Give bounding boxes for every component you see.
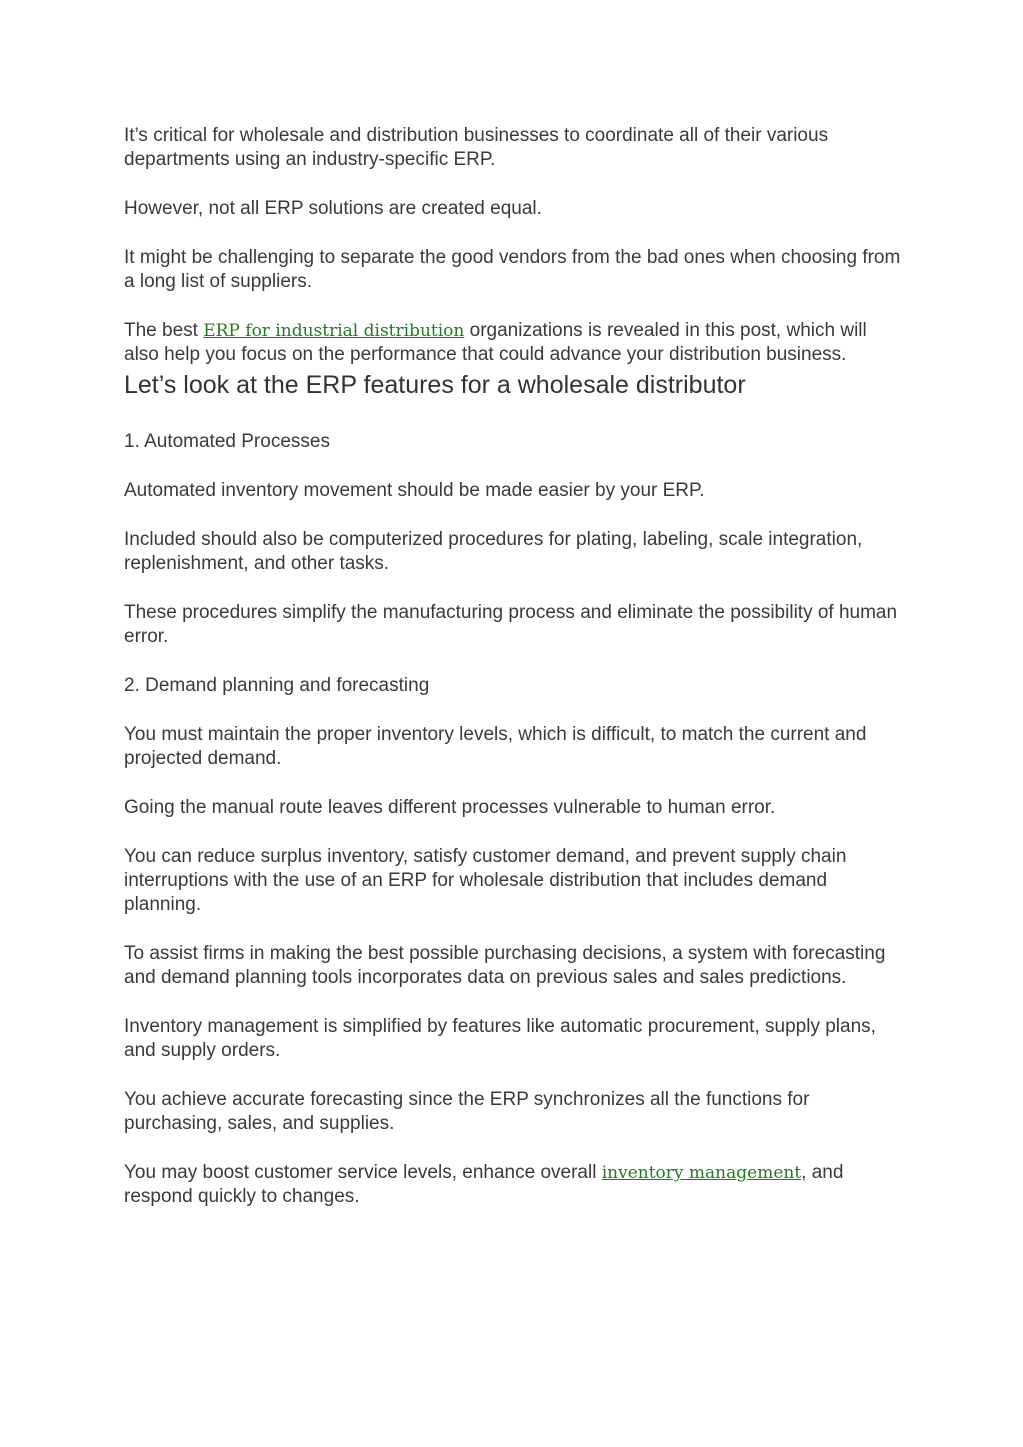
best-erp-paragraph (124, 319, 904, 367)
section-2-paragraph-3: You can reduce surplus inventory, satisfy customer demand, and prevent supply chain interruptions with the use of an ERP for wholesale distribution that includes demand planning. (124, 846, 847, 915)
intro-paragraph: It’s critical for wholesale and distribution businesses to coordinate all of their various departments using an industry-specific ERP. (124, 125, 829, 170)
section-2-paragraph-4: To assist firms in making the best possible purchasing decisions, a system with forecasting and demand planning tools incorporates data on previous sales and sales predictions. (124, 943, 886, 988)
section-1-title: 1. Automated Processes (124, 431, 330, 452)
features-heading: Let’s look at the ERP features for a wholesale distributor (124, 371, 746, 399)
section-2-paragraph-6: You achieve accurate forecasting since the ERP synchronizes all the functions for purchasing, sales, and supplies. (124, 1089, 810, 1134)
section-2-paragraph-1: You must maintain the proper inventory levels, which is difficult, to match the current and projected demand. (124, 724, 867, 769)
customer-service-text-after: , and respond quickly to changes. (124, 1162, 844, 1207)
customer-service-text-before: You may boost customer service levels, enhance overall (124, 1162, 602, 1183)
section-1-paragraph-2: Included should also be computerized procedures for plating, labeling, scale integration, replenishment, and other tasks. (124, 529, 863, 574)
article-body (124, 124, 904, 1234)
section-2-title: 2. Demand planning and forecasting (124, 675, 430, 696)
best-erp-text-before: The best (124, 320, 204, 341)
section-2-paragraph-5: Inventory management is simplified by features like automatic procurement, supply plans, and supply orders. (124, 1016, 876, 1061)
vendor-challenge-paragraph: It might be challenging to separate the good vendors from the bad ones when choosing from a long list of suppliers. (124, 247, 901, 292)
section-2-paragraph-2: Going the manual route leaves different processes vulnerable to human error. (124, 797, 776, 818)
section-1-paragraph-1: Automated inventory movement should be made easier by your ERP. (124, 480, 705, 501)
erp-not-equal-paragraph: However, not all ERP solutions are created equal. (124, 198, 542, 219)
section-2-paragraph-7 (124, 1161, 904, 1209)
best-erp-text-after: organizations is revealed in this post, which will also help you focus on the performance that could advance your distribution business. (124, 320, 867, 365)
inventory-management-link[interactable]: inventory management (601, 1163, 802, 1183)
erp-industrial-distribution-link[interactable]: ERP for industrial distribution (203, 321, 465, 341)
section-1-paragraph-3: These procedures simplify the manufacturing process and eliminate the possibility of human error. (124, 602, 898, 647)
